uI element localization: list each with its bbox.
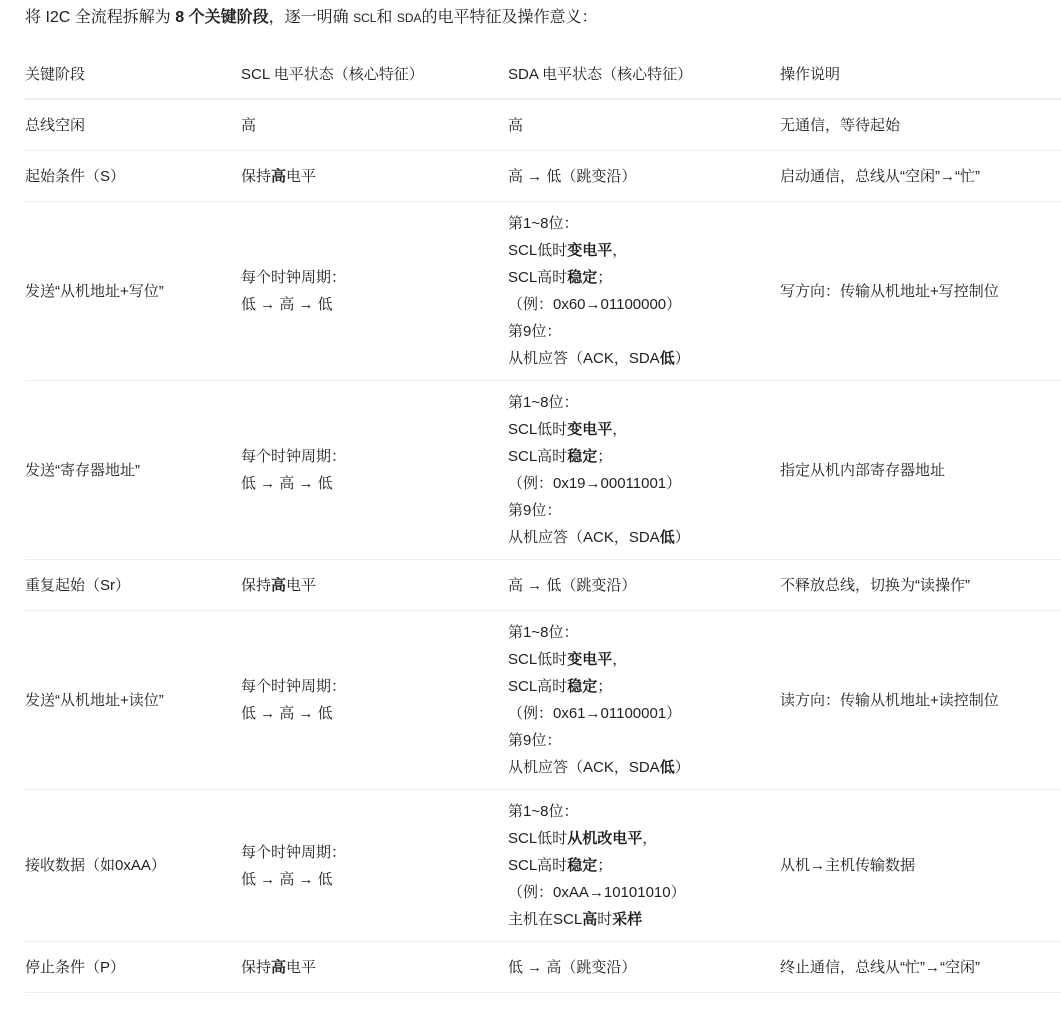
text: 第9位： [508,502,562,519]
table-row [25,99,1061,151]
cell-line [241,163,508,190]
description-cell: 从机→主机传输数据 [780,790,1061,942]
text: 低 → 高 → 低 [241,870,333,888]
text: 从机应答（ACK，SDA [508,759,660,776]
text: ， [612,421,628,438]
sda-cell [508,99,780,151]
header-desc: 操作说明 [780,48,1061,99]
text: 第1~8位： [508,803,579,820]
table-row [25,790,1061,942]
text: 时 [597,911,613,928]
table-row [25,202,1061,381]
description-cell: 写方向：传输从机地址+写控制位 [780,202,1061,381]
bold-text: 采样 [612,911,643,928]
cell-line [508,389,780,416]
cell-line [508,646,780,673]
sda-cell [508,790,780,942]
intro-text [25,6,598,30]
cell-line [241,673,508,700]
cell-line [241,112,508,139]
table-row [25,942,1061,993]
stage-cell: 接收数据（如0xAA） [25,790,241,942]
text: ； [597,678,613,695]
text: 高 [241,116,257,134]
stage-cell: 重复起始（Sr） [25,560,241,611]
scl-cell [241,381,508,560]
table-row [25,560,1061,611]
scl-cell [241,202,508,381]
text: ， [642,830,658,847]
cell-line [241,700,508,727]
text: ， [612,242,628,259]
cell-line [508,673,780,700]
text: 高 [508,116,524,134]
cell-line [508,700,780,727]
cell-line [508,879,780,906]
sda-cell [508,202,780,381]
bold-text: 高 [271,958,287,976]
table-row [25,611,1061,790]
cell-line [508,497,780,524]
cell-line [241,443,508,470]
text: 保持 [241,167,272,185]
text: SCL低时 [508,421,568,438]
stage-cell: 发送“从机地址+写位” [25,202,241,381]
text: SCL高时 [508,448,568,465]
text: （例：0xAA→10101010） [508,884,686,901]
intro-bold: 8 个关键阶段 [175,9,269,26]
text: （例：0x61→01100001） [508,705,682,722]
scl-cell [241,942,508,993]
cell-line [241,839,508,866]
bold-text: 变电平 [567,242,613,259]
text: 从机应答（ACK，SDA [508,350,660,367]
header-scl: SCL 电平状态（核心特征） [241,48,508,99]
stage-cell: 发送“从机地址+读位” [25,611,241,790]
cell-line [508,112,780,139]
text: ） [674,350,690,367]
intro-mid: ，逐一明确 [268,9,354,26]
description-cell: 读方向：传输从机地址+读控制位 [780,611,1061,790]
stage-cell: 总线空闲 [25,99,241,151]
stage-cell: 停止条件（P） [25,942,241,993]
scl-cell [241,151,508,202]
bold-text: 稳定 [567,678,598,695]
text: 低 → 高 → 低 [241,705,333,722]
bold-text: 稳定 [567,269,598,286]
bold-text: 变电平 [567,421,613,438]
bold-text: 低 [659,759,675,776]
text: 低 → 高 → 低 [241,475,333,492]
description-cell: 无通信，等待起始 [780,99,1061,151]
text: SCL高时 [508,678,568,695]
table-row [25,381,1061,560]
text: SCL低时 [508,242,568,259]
intro-post: 的电平特征及操作意义： [421,9,598,26]
cell-line [508,906,780,933]
text: ） [674,529,690,546]
cell-line [508,954,780,981]
cell-line [508,619,780,646]
text: SCL高时 [508,269,568,286]
text: ； [597,269,613,286]
stage-cell: 起始条件（S） [25,151,241,202]
intro-pre: 将 I2C 全流程拆解为 [25,9,176,26]
text: ； [597,857,613,874]
cell-line [241,291,508,318]
text: ） [674,759,690,776]
scl-cell [241,560,508,611]
cell-line [508,798,780,825]
cell-line [508,210,780,237]
cell-line [241,470,508,497]
text: 第1~8位： [508,394,579,411]
cell-line [508,291,780,318]
cell-line [241,866,508,893]
intro-scl: SCL [353,11,377,25]
cell-line [508,163,780,190]
bold-text: 高 [582,911,598,928]
bold-text: 稳定 [567,857,598,874]
text: （例：0x19→00011001） [508,475,682,492]
cell-line [508,852,780,879]
cell-line [241,954,508,981]
description-cell: 终止通信，总线从“忙”→“空闲” [780,942,1061,993]
text: 每个时钟周期： [241,448,347,465]
table-row [25,151,1061,202]
text: 从机应答（ACK，SDA [508,529,660,546]
table-header-row [25,48,1061,99]
text: SCL低时 [508,830,568,847]
text: 每个时钟周期： [241,843,347,861]
sda-cell [508,381,780,560]
bold-text: 高 [271,576,287,594]
bold-text: 变电平 [567,651,613,668]
text: 保持 [241,576,272,594]
text: SCL高时 [508,857,568,874]
cell-line [508,443,780,470]
description-cell: 不释放总线，切换为“读操作” [780,560,1061,611]
text: 高 → 低（跳变沿） [508,576,637,594]
text: 低 → 高 → 低 [241,296,333,313]
text: 第9位： [508,323,562,340]
cell-line [508,416,780,443]
text: 第1~8位： [508,215,579,232]
scl-cell [241,611,508,790]
cell-line [508,345,780,372]
sda-cell [508,560,780,611]
i2c-stages-table [25,48,1061,993]
text: 高 → 低（跳变沿） [508,167,637,185]
text: 主机在SCL [508,911,583,928]
text: 低 → 高（跳变沿） [508,958,637,976]
cell-line [508,318,780,345]
text: 每个时钟周期： [241,269,347,286]
text: 电平 [286,958,317,976]
cell-line [241,264,508,291]
bold-text: 低 [659,350,675,367]
text: SCL低时 [508,651,568,668]
bold-text: 低 [659,529,675,546]
text: ， [612,651,628,668]
cell-line [508,237,780,264]
bold-text: 从机改电平 [567,830,643,847]
cell-line [508,754,780,781]
sda-cell [508,151,780,202]
text: 电平 [286,576,317,594]
text: 每个时钟周期： [241,678,347,695]
intro-and: 和 [376,9,397,26]
text: 第1~8位： [508,624,579,641]
cell-line [508,524,780,551]
scl-cell [241,99,508,151]
cell-line [508,572,780,599]
cell-line [508,470,780,497]
cell-line [241,572,508,599]
text: 保持 [241,958,272,976]
text: 电平 [286,167,317,185]
sda-cell [508,942,780,993]
scl-cell [241,790,508,942]
bold-text: 稳定 [567,448,598,465]
description-cell: 启动通信，总线从“空闲”→“忙” [780,151,1061,202]
header-stage: 关键阶段 [25,48,241,99]
sda-cell [508,611,780,790]
cell-line [508,825,780,852]
cell-line [508,264,780,291]
bold-text: 高 [271,167,287,185]
text: 第9位： [508,732,562,749]
text: ； [597,448,613,465]
description-cell: 指定从机内部寄存器地址 [780,381,1061,560]
header-sda: SDA 电平状态（核心特征） [508,48,780,99]
stage-cell: 发送“寄存器地址” [25,381,241,560]
intro-sda: SDA [396,11,422,25]
text: （例：0x60→01100000） [508,296,682,313]
cell-line [508,727,780,754]
